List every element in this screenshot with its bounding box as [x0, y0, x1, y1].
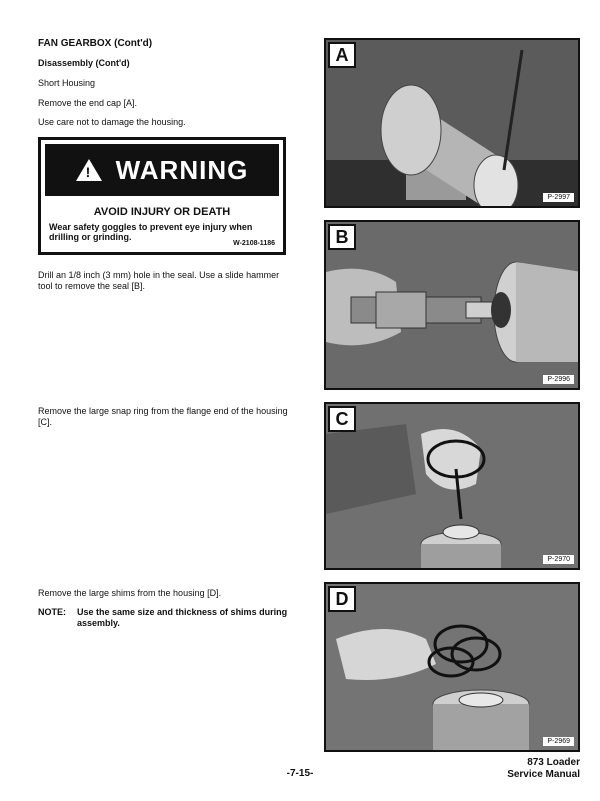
- manual-name: Service Manual: [507, 769, 580, 780]
- figure-d: [324, 582, 580, 752]
- warning-label: WARNING: [115, 154, 249, 185]
- section-heading: FAN GEARBOX (Cont'd): [38, 38, 153, 49]
- figure-a-photo: [326, 40, 580, 208]
- warning-banner: [45, 144, 279, 196]
- section-title: Short Housing: [38, 78, 96, 88]
- model-name: 873 Loader: [527, 757, 580, 768]
- figure-c-code: P-2970: [543, 555, 574, 564]
- step-a-text: Remove the end cap [A].: [38, 98, 138, 108]
- step-d-text: Remove the large shims from the housing [D].: [38, 588, 222, 598]
- note-label: NOTE:: [38, 607, 66, 617]
- figure-a-code: P-2997: [543, 193, 574, 202]
- figure-c: [324, 402, 580, 570]
- figure-a-label: A: [328, 42, 356, 68]
- figure-b-label: B: [328, 224, 356, 250]
- warning-code: W-2108-1186: [233, 240, 275, 247]
- figure-b-code: P-2996: [543, 375, 574, 384]
- warning-title: AVOID INJURY OR DEATH: [93, 206, 231, 218]
- figure-c-photo: [326, 404, 580, 570]
- figure-b: [324, 220, 580, 390]
- caution-text: Use care not to damage the housing.: [38, 117, 186, 127]
- figure-d-label: D: [328, 586, 356, 612]
- step-b-text: Drill an 1/8 inch (3 mm) hole in the seal. Use a slide hammer tool to remove the seal [B].: [38, 270, 280, 291]
- figure-a: [324, 38, 580, 208]
- warning-box: [38, 137, 286, 255]
- figure-b-photo: [326, 222, 580, 390]
- note-text: Use the same size and thickness of shims during assembly.: [77, 607, 288, 628]
- manual-footer: [507, 757, 580, 781]
- figure-d-code: P-2969: [543, 737, 574, 746]
- step-c-text: Remove the large snap ring from the flange end of the housing [C].: [38, 406, 288, 427]
- figure-c-label: C: [328, 406, 356, 432]
- subheading: Disassembly (Cont'd): [38, 58, 130, 68]
- warning-body: Wear safety goggles to prevent eye injury when drilling or grinding.: [49, 222, 253, 242]
- warning-triangle-icon: [76, 159, 102, 181]
- figure-d-photo: [326, 584, 580, 752]
- page-number: -7-15-: [286, 768, 314, 779]
